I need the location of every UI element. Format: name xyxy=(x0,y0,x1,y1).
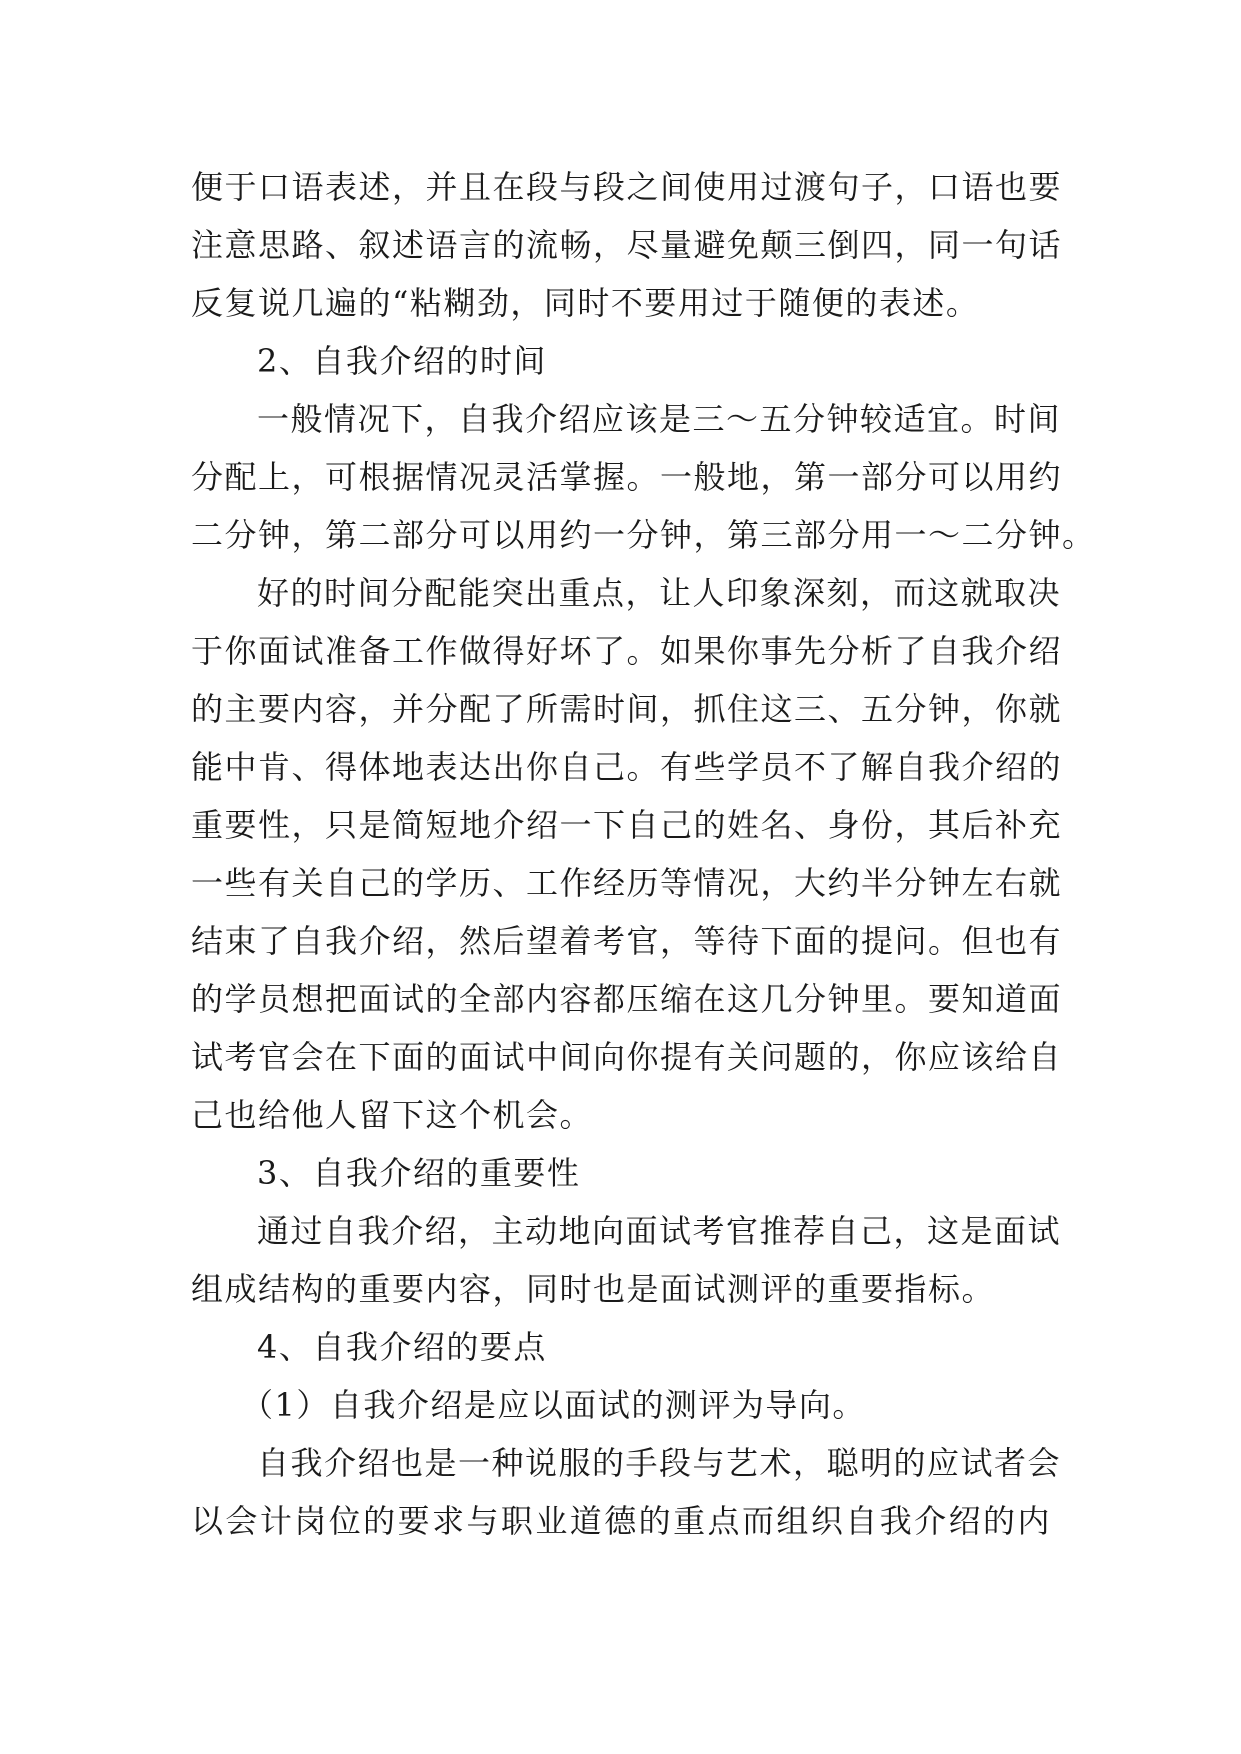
text-line: 能中肯、得体地表达出你自己。有些学员不了解自我介绍的 xyxy=(191,748,1063,786)
text-line: 通过自我介绍，主动地向面试考官推荐自己，这是面试 xyxy=(257,1212,1062,1250)
text-line: 二分钟，第二部分可以用约一分钟，第三部分用一～二分钟。 xyxy=(191,516,1096,554)
document-body xyxy=(191,158,1096,1550)
text-line: 的学员想把面试的全部内容都压缩在这几分钟里。要知道面 xyxy=(191,980,1063,1018)
section-heading: 4、自我介绍的要点 xyxy=(257,1328,547,1366)
text-line: 分配上，可根据情况灵活掌握。一般地，第一部分可以用约 xyxy=(191,458,1063,496)
text-line: 一些有关自己的学历、工作经历等情况，大约半分钟左右就 xyxy=(191,864,1063,902)
text-line: 一般情况下，自我介绍应该是三～五分钟较适宜。时间 xyxy=(257,400,1062,438)
text-line: 结束了自我介绍，然后望着考官，等待下面的提问。但也有 xyxy=(191,922,1063,960)
text-line: 的主要内容，并分配了所需时间，抓住这三、五分钟，你就 xyxy=(191,690,1063,728)
text-line: 自我介绍也是一种说服的手段与艺术，聪明的应试者会 xyxy=(257,1444,1062,1482)
text-line: 己也给他人留下这个机会。 xyxy=(191,1096,594,1134)
text-line: 注意思路、叙述语言的流畅，尽量避免颠三倒四，同一句话 xyxy=(191,226,1063,264)
text-line: 组成结构的重要内容，同时也是面试测评的重要指标。 xyxy=(191,1270,996,1308)
text-line: 试考官会在下面的面试中间向你提有关问题的，你应该给自 xyxy=(191,1038,1063,1076)
text-line: 于你面试准备工作做得好坏了。如果你事先分析了自我介绍 xyxy=(191,632,1063,670)
section-heading: 3、自我介绍的重要性 xyxy=(257,1154,581,1192)
text-line: 反复说几遍的“粘糊劲，同时不要用过于随便的表述。 xyxy=(191,284,980,322)
section-heading: 2、自我介绍的时间 xyxy=(257,342,547,380)
text-line: 重要性，只是简短地介绍一下自己的姓名、身份，其后补充 xyxy=(191,806,1063,844)
text-line: 以会计岗位的要求与职业道德的重点而组织自我介绍的内 xyxy=(191,1502,1051,1540)
text-line: 便于口语表述，并且在段与段之间使用过渡句子，口语也要 xyxy=(191,168,1063,206)
text-line: 好的时间分配能突出重点，让人印象深刻，而这就取决 xyxy=(257,574,1062,612)
subsection-heading: （1）自我介绍是应以面试的测评为导向。 xyxy=(241,1386,866,1424)
